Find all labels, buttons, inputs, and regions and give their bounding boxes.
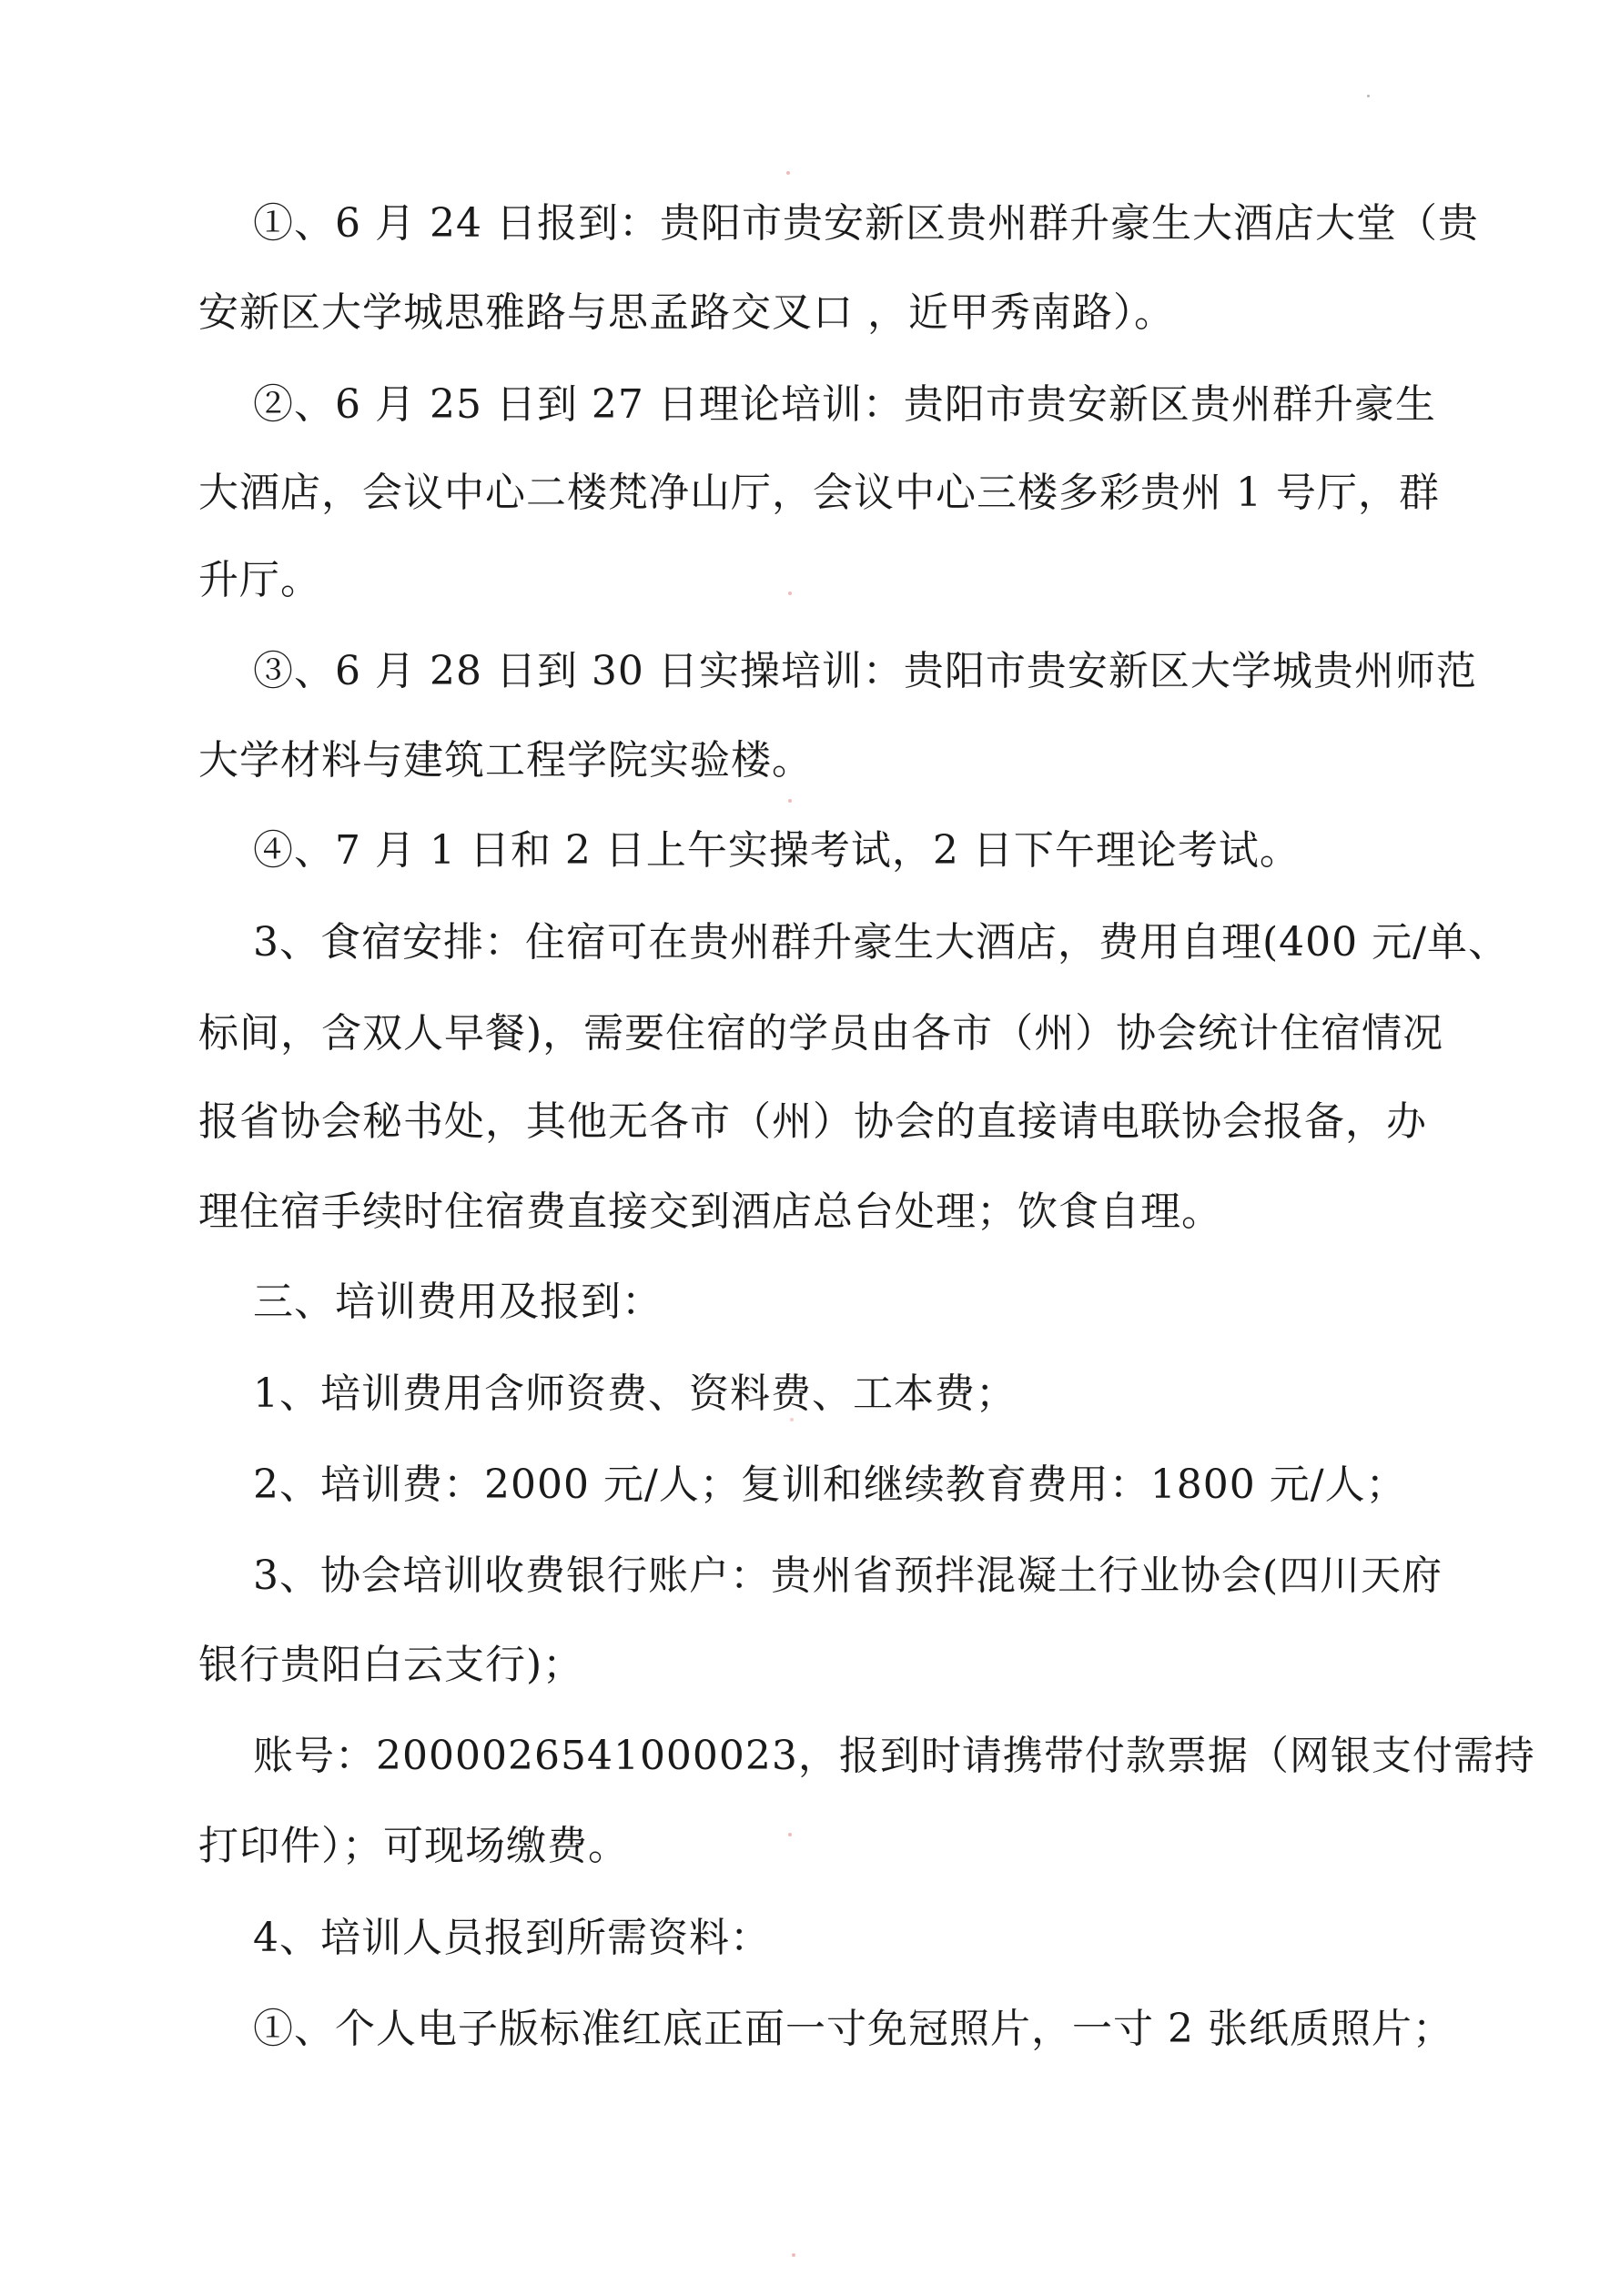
- scan-speck: [1367, 95, 1370, 97]
- text-line-schedule-4: ④、7 月 1 日和 2 日上午实操考试，2 日下午理论考试。: [253, 827, 1301, 874]
- scan-speck: [792, 2253, 795, 2257]
- text-line-lodging-a: 3、食宿安排：住宿可在贵州群升豪生大酒店，费用自理(400 元/单、: [253, 919, 1509, 966]
- text-line-schedule-2a: ②、6 月 25 日到 27 日理论培训：贵阳市贵安新区贵州群升豪生: [253, 381, 1436, 428]
- text-line-schedule-3b: 大学材料与建筑工程学院实验楼。: [198, 737, 813, 784]
- text-line-schedule-2b: 大酒店，会议中心二楼梵净山厅，会议中心三楼多彩贵州 1 号厅，群: [198, 470, 1440, 516]
- text-line-lodging-c: 报省协会秘书处，其他无各市（州）协会的直接请电联协会报备，办: [198, 1098, 1427, 1145]
- text-line-lodging-d: 理住宿手续时住宿费直接交到酒店总台处理；饮食自理。: [198, 1188, 1222, 1235]
- text-line-fee-2: 2、培训费：2000 元/人；复训和继续教育费用：1800 元/人；: [253, 1462, 1407, 1508]
- scan-speck: [788, 592, 792, 595]
- text-line-schedule-3a: ③、6 月 28 日到 30 日实操培训：贵阳市贵安新区大学城贵州师范: [253, 648, 1477, 694]
- text-line-account-a: 账号：2000026541000023，报到时请携带付款票据（网银支付需持: [253, 1733, 1535, 1779]
- scan-speck: [788, 1833, 792, 1836]
- scan-speck: [788, 799, 792, 803]
- text-line-fee-1: 1、培训费用含师资费、资料费、工本费；: [253, 1371, 1017, 1417]
- text-line-schedule-1b: 安新区大学城思雅路与思孟路交叉口 ，近甲秀南路）。: [198, 289, 1175, 336]
- text-line-schedule-2c: 升厅。: [198, 557, 321, 603]
- text-line-lodging-b: 标间，含双人早餐)，需要住宿的学员由各市（州）协会统计住宿情况: [198, 1010, 1444, 1057]
- text-line-materials-1: ①、个人电子版标准红底正面一寸免冠照片，一寸 2 张纸质照片；: [253, 2006, 1453, 2052]
- text-line-materials-heading: 4、培训人员报到所需资料：: [253, 1915, 771, 1961]
- scan-speck: [790, 1418, 794, 1421]
- text-line-account-b: 打印件）；可现场缴费。: [198, 1823, 629, 1869]
- scan-speck: [786, 171, 790, 175]
- section-heading-fees: 三、培训费用及报到：: [253, 1279, 663, 1325]
- text-line-bank-b: 银行贵阳白云支行)；: [198, 1642, 584, 1688]
- text-line-schedule-1a: ①、6 月 24 日报到：贵阳市贵安新区贵州群升豪生大酒店大堂（贵: [253, 200, 1479, 247]
- text-line-bank-a: 3、协会培训收费银行账户：贵州省预拌混凝土行业协会(四川天府: [253, 1553, 1443, 1599]
